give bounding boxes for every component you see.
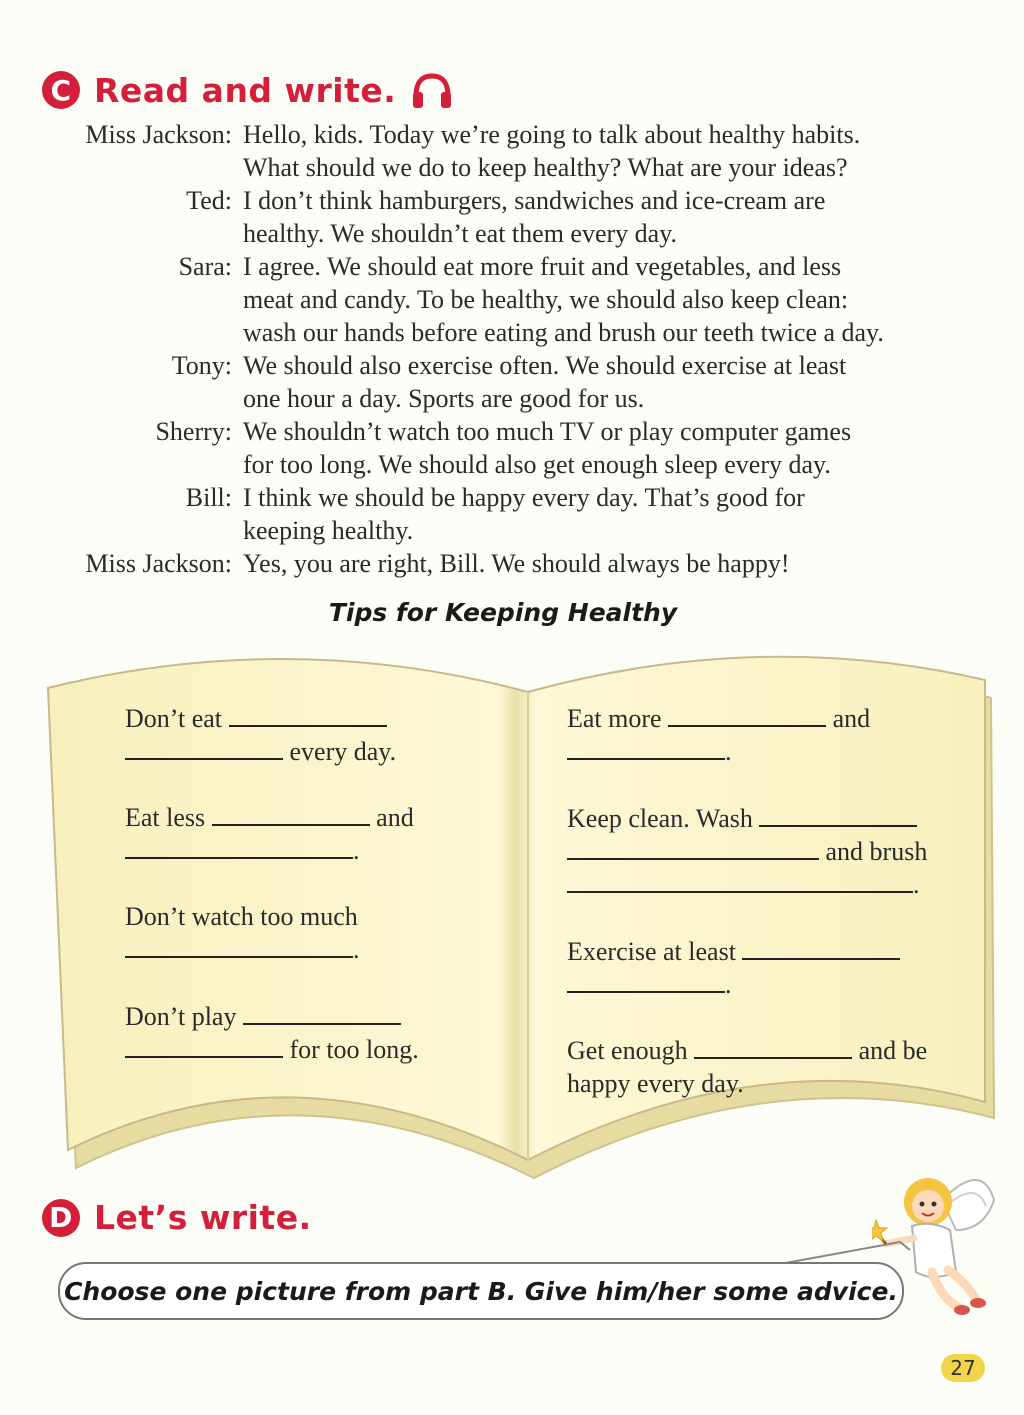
tip-text: Get enough: [567, 1036, 688, 1065]
tip-left-2: [125, 801, 414, 834]
tip-right-2-cont2: [567, 868, 920, 901]
tip-left-4-cont: [125, 1033, 419, 1066]
speaker-label: Miss Jackson:: [85, 120, 232, 149]
section-d-title: Let’s write.: [94, 1198, 312, 1237]
tip-text: for too long.: [289, 1035, 419, 1064]
dialog-line: What should we do to keep healthy? What are your ideas?: [243, 153, 848, 182]
tip-text: happy every day.: [567, 1069, 744, 1098]
answer-blank[interactable]: [212, 802, 370, 826]
tip-text: and: [376, 803, 414, 832]
tip-text: .: [353, 935, 360, 964]
answer-blank[interactable]: [742, 936, 900, 960]
dialog-line: Yes, you are right, Bill. We should always be happy!: [243, 549, 790, 578]
instruction-bubble: [58, 1262, 904, 1320]
tip-left-2-cont: [125, 834, 360, 867]
dialog-line: keeping healthy.: [243, 516, 414, 545]
dialog-line: We should also exercise often. We should exercise at least: [243, 351, 847, 380]
speaker-label: Ted:: [186, 186, 232, 215]
answer-blank[interactable]: [567, 869, 913, 893]
section-d-heading: [42, 1198, 312, 1237]
dialog-line: for too long. We should also get enough sleep every day.: [243, 450, 831, 479]
tip-text: .: [913, 870, 920, 899]
tip-text: Don’t watch too much: [125, 902, 358, 931]
tip-text: Exercise at least: [567, 937, 736, 966]
dialog-line: We shouldn’t watch too much TV or play computer games: [243, 417, 852, 446]
answer-blank[interactable]: [567, 836, 819, 860]
tip-text: .: [725, 737, 732, 766]
section-c-title: Read and write.: [94, 70, 397, 110]
answer-blank[interactable]: [668, 703, 826, 727]
answer-blank[interactable]: [567, 969, 725, 993]
tip-text: and brush: [825, 837, 928, 866]
tip-text: and: [832, 704, 871, 733]
answer-blank[interactable]: [694, 1035, 852, 1059]
dialog-line: meat and candy. To be healthy, we should also keep clean:: [243, 285, 849, 314]
answer-blank[interactable]: [243, 1001, 401, 1025]
tip-text: and be: [858, 1036, 928, 1065]
dialog-line: Hello, kids. Today we’re going to talk about healthy habits.: [243, 120, 861, 149]
tip-right-4: [567, 1034, 927, 1067]
tip-right-2-cont: [567, 835, 927, 868]
section-c-heading: [42, 70, 454, 110]
tip-text: every day.: [289, 737, 397, 766]
tip-text: Eat more: [567, 704, 662, 733]
open-book: [40, 640, 1010, 1200]
tip-right-4-cont: [567, 1067, 744, 1100]
speaker-label: Sherry:: [155, 417, 232, 446]
dialog-line: healthy. We shouldn’t eat them every day.: [243, 219, 678, 248]
tip-text: Don’t play: [125, 1002, 237, 1031]
instruction-text: Choose one picture from part B. Give him/her some advice.: [64, 1276, 898, 1306]
answer-blank[interactable]: [229, 703, 387, 727]
tips-title: Tips for Keeping Healthy: [328, 598, 678, 627]
dialog-line: I agree. We should eat more fruit and vegetables, and less: [243, 252, 842, 281]
tip-left-4: [125, 1000, 401, 1033]
speaker-label: Bill:: [185, 483, 232, 512]
answer-blank[interactable]: [125, 1034, 283, 1058]
page-number: 27: [941, 1354, 985, 1382]
tip-text: Keep clean. Wash: [567, 804, 753, 833]
tip-text: Eat less: [125, 803, 206, 832]
speaker-label: Miss Jackson:: [85, 549, 232, 578]
dialog-line: I think we should be happy every day. That’s good for: [243, 483, 805, 512]
speaker-label: Tony:: [171, 351, 232, 380]
tip-text: .: [725, 970, 732, 999]
tip-left-3-cont: [125, 933, 360, 966]
tip-text: Don’t eat: [125, 704, 222, 733]
tip-left-3: [125, 900, 358, 933]
speaker-label: Sara:: [178, 252, 232, 281]
tip-right-1-cont: [567, 735, 732, 768]
answer-blank[interactable]: [125, 736, 283, 760]
answer-blank[interactable]: [125, 835, 353, 859]
tip-left-1-cont: [125, 735, 396, 768]
dialog-line: I don’t think hamburgers, sandwiches and ice-cream are: [243, 186, 826, 215]
tip-right-3-cont: [567, 968, 732, 1001]
tip-right-1: [567, 702, 870, 735]
answer-blank[interactable]: [759, 803, 917, 827]
dialog-line: one hour a day. Sports are good for us.: [243, 384, 645, 413]
tip-text: .: [353, 836, 360, 865]
answer-blank[interactable]: [125, 934, 353, 958]
dialog-line: wash our hands before eating and brush our teeth twice a day.: [243, 318, 884, 347]
answer-blank[interactable]: [567, 736, 725, 760]
tip-left-1: [125, 702, 387, 735]
section-d-badge: D: [42, 1199, 80, 1237]
section-c-badge: C: [42, 71, 80, 109]
headphones-icon[interactable]: [410, 70, 454, 110]
tip-right-2: [567, 802, 917, 835]
tip-right-3: [567, 935, 900, 968]
